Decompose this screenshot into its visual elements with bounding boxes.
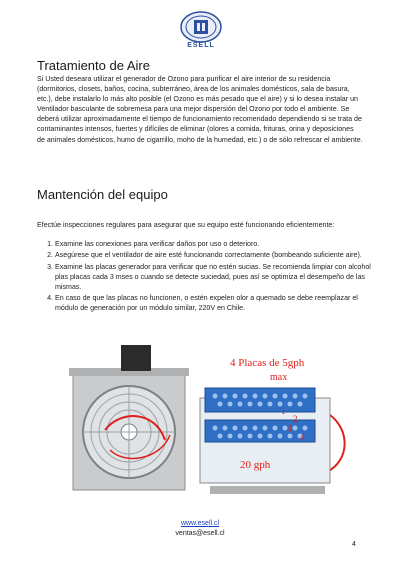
- plate-marker: 4: [300, 432, 305, 442]
- website-link[interactable]: www.esell.cl: [180, 520, 220, 527]
- plate-marker: 1: [281, 406, 286, 416]
- ozone-plate-icon: [205, 420, 315, 442]
- plate-marker: 3: [287, 424, 292, 434]
- maintenance-intro: Efectúe inspecciones regulares para asegurar que su equipo esté funcionando eficientemente:: [37, 221, 335, 229]
- output-label: 20 gph: [240, 459, 271, 471]
- air-treatment-paragraph: Si Usted deseara utilizar el generador de Ozono para purificar el aire interior de su residencia (dormitorios, closets, baños, cocina, subterráneo, área de los animales domésticos, sala de basura, etc.), debe instalarlo lo más alto posible (el Ozono es más pesado que el aire) y si lo desea instalar un Ventilador basculante de sobremesa para una mejor dispersión del Ozono por todo el ambiente. Se deberá utilizar aproximadamente el tiempo de funcionamiento recomendado dependiendo si se trata de contaminantes intensos, fuertes y difíciles de eliminar (olores a comida, frituras, orina y deposiciones de animales domésticos, humo de cigarrillo, moho de la humedad, etc.) o de sólo refrescar el ambiente.: [37, 75, 363, 144]
- list-item: 2. Asegúrese que el ventilador de aire esté funcionando correctamente (bombeando suficiente aire).: [55, 250, 371, 260]
- plate-marker: 2: [293, 414, 298, 424]
- esell-logo-icon: [178, 10, 224, 44]
- ozone-generator-photo: [65, 340, 355, 510]
- section-title-maintenance: Mantención del equipo: [37, 187, 168, 202]
- email-text: ventas@esell.cl: [175, 530, 225, 537]
- list-item: 4. En caso de que las placas no funcionen, o estén expelen olor a quemado se debe reemplazar el módulo de generación por un módulo similar, 220V en Chile.: [55, 293, 371, 313]
- section-title-air-treatment: Tratamiento de Aire: [37, 58, 150, 73]
- handle-icon: [121, 345, 151, 371]
- logo-text: ESELL: [187, 42, 215, 49]
- maintenance-steps-list: [37, 239, 371, 314]
- plates-label: 4 Placas de 5gph: [230, 357, 305, 369]
- ozone-plate-icon: [205, 388, 315, 412]
- list-item: 1. Examine las conexiones para verificar daños por uso o deterioro.: [55, 239, 371, 249]
- max-label: max: [270, 372, 288, 383]
- page-number: 4: [352, 541, 356, 548]
- list-item: 3. Examine las placas generador para verificar que no estén sucias. Se recomienda limpiar con alcohol plas placas cada 3 mses o cuando se detecte suciedad, pues así se optimiza el desempeño de las mismas.: [55, 262, 371, 292]
